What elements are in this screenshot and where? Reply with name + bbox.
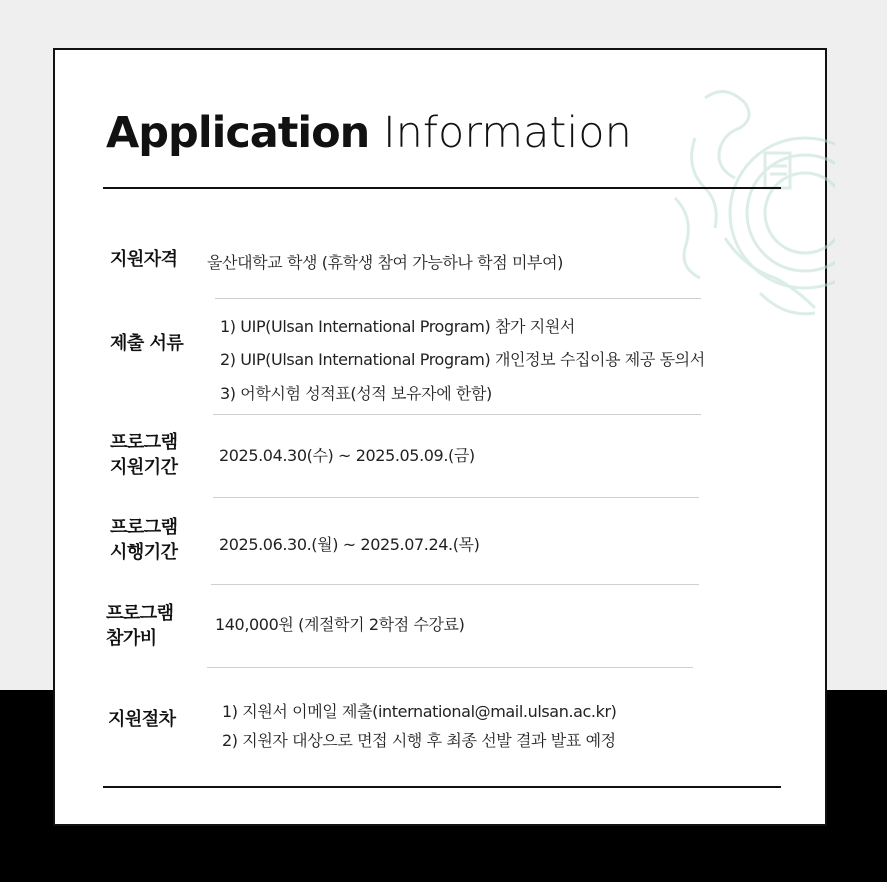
documents-item-1: 1) UIP(Ulsan International Program) 참가 지원서 (220, 317, 575, 336)
fee-value: 140,000원 (계절학기 2학점 수강료) (215, 615, 465, 634)
application-period-value: 2025.04.30(수) ~ 2025.05.09.(금) (219, 446, 475, 465)
procedure-item-2: 2) 지원자 대상으로 면접 시행 후 최종 선발 결과 발표 예정 (222, 731, 616, 750)
fee-label-line2: 참가비 (106, 628, 157, 649)
application-period-label-line2: 지원기간 (110, 457, 178, 478)
row-divider (213, 414, 701, 415)
page-title (106, 108, 632, 158)
eligibility-label: 지원자격 (110, 249, 178, 270)
row-divider (211, 584, 699, 585)
fee-label (106, 601, 174, 651)
eligibility-value: 울산대학교 학생 (휴학생 참여 가능하나 학점 미부여) (207, 253, 563, 272)
fee-label-line1: 프로그램 (106, 603, 174, 624)
title-light: Information (382, 108, 632, 158)
program-period-label-line2: 시행기간 (110, 542, 178, 563)
row-divider (213, 497, 699, 498)
documents-item-2: 2) UIP(Ulsan International Program) 개인정보 수집이용 제공 동의서 (220, 350, 705, 369)
procedure-item-1: 1) 지원서 이메일 제출(international@mail.ulsan.ac.kr) (222, 702, 617, 721)
bottom-divider (103, 786, 781, 788)
row-divider (207, 667, 693, 668)
application-info-card (53, 48, 827, 826)
program-period-value: 2025.06.30.(월) ~ 2025.07.24.(목) (219, 535, 480, 554)
program-period-label-line1: 프로그램 (110, 517, 178, 538)
application-period-label (110, 430, 178, 480)
documents-item-3: 3) 어학시험 성적표(성적 보유자에 한함) (220, 384, 492, 403)
top-divider (103, 187, 781, 189)
title-bold: Application (106, 108, 370, 158)
application-period-label-line1: 프로그램 (110, 432, 178, 453)
row-divider (215, 298, 701, 299)
documents-label: 제출 서류 (110, 333, 184, 354)
university-seal-watermark-icon (665, 78, 835, 328)
procedure-label: 지원절차 (108, 709, 176, 730)
program-period-label (110, 515, 178, 565)
